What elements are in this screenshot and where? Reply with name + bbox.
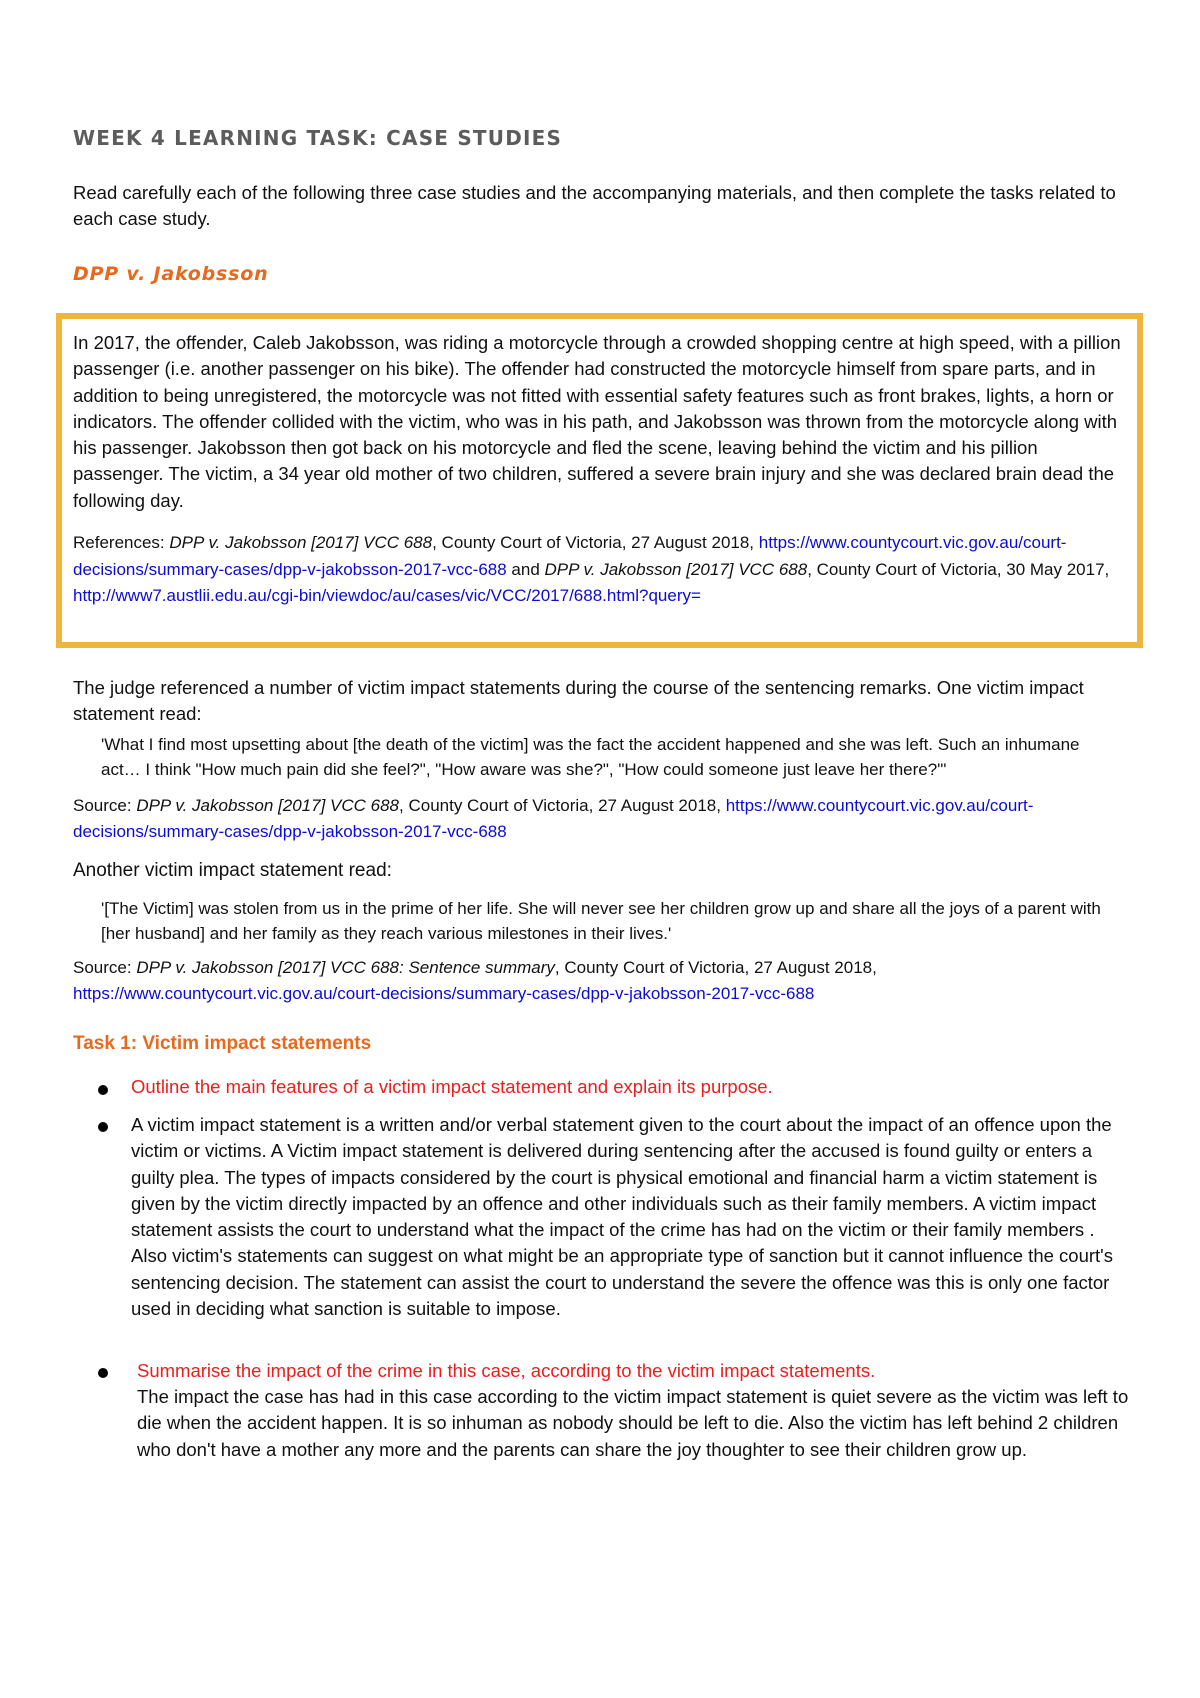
ref-link-countycourt[interactable]: https://www.countycourt.vic.gov.au/court-decisions/summary-cases/dpp-v-jakobsson-2017-vcc-688 xyxy=(73,533,1067,579)
source-court-date: , County Court of Victoria, 27 August 2018, xyxy=(554,958,877,977)
victim-quote-1: 'What I find most upsetting about [the death of the victim] was the fact the accident happened and she was left. Such an inhumane act… I think "How much pain did she feel?", "How aware was she?", "How could someone just leave her there?"' xyxy=(101,735,1080,779)
task-question-2: Summarise the impact of the crime in this case, according to the victim impact statements. xyxy=(137,1360,876,1381)
bullet-icon xyxy=(98,1122,108,1132)
source-prefix: Source: xyxy=(73,958,137,977)
sentencing-paragraph: The judge referenced a number of victim impact statements during the course of the sentencing remarks. One victim impact statement read: xyxy=(73,677,1084,724)
ref-and: and xyxy=(506,559,545,579)
source-citation-2 xyxy=(73,955,1128,1007)
case-title: DPP v. Jakobsson xyxy=(73,263,269,285)
source-case-name: DPP v. Jakobsson [2017] VCC 688 xyxy=(136,796,400,815)
task-question-1: Outline the main features of a victim impact statement and explain its purpose. xyxy=(131,1076,773,1097)
ref-case-name: DPP v. Jakobsson [2017] VCC 688 xyxy=(169,533,433,552)
case-references xyxy=(73,530,1128,610)
ref-court-date: , County Court of Victoria, 27 August 2018, xyxy=(432,533,759,552)
task-answer-1: A victim impact statement is a written and/or verbal statement given to the court about the impact of an offence upon the victim or victims. A Victim impact statement is delivered during sentencing after the accused is found guilty or enters a guilty plea. The types of impacts considered by the court is physical emotional and financial harm a victim statement is given by the victim directly impacted by an offence and other individuals such as their family members. A victim impact statement assists the court to understand what the impact of the crime has had on the victim or their family members . Also victim's statements can suggest on what might be an appropriate type of sanction but it cannot influence the court's sentencing decision. The statement can assist the court to understand the severe the offence was this is only one factor used in deciding what sanction is suitable to impose. xyxy=(131,1114,1113,1320)
source-link-1[interactable]: https://www.countycourt.vic.gov.au/court-decisions/summary-cases/dpp-v-jakobsson-2017-vcc-688 xyxy=(73,796,1034,841)
source-link-2[interactable]: https://www.countycourt.vic.gov.au/court-decisions/summary-cases/dpp-v-jakobsson-2017-vcc-688 xyxy=(73,984,815,1003)
bullet-icon xyxy=(98,1368,108,1378)
bullet-icon xyxy=(98,1085,108,1095)
ref-court-date-2: , County Court of Victoria, 30 May 2017, xyxy=(807,559,1110,579)
source-case-name: DPP v. Jakobsson [2017] VCC 688: Sentence summary xyxy=(136,958,555,977)
ref-link-austlii[interactable]: http://www7.austlii.edu.au/cgi-bin/viewdoc/au/cases/vic/VCC/2017/688.html?query= xyxy=(73,586,701,605)
another-statement-paragraph: Another victim impact statement read: xyxy=(73,860,392,881)
source-court-date: , County Court of Victoria, 27 August 2018, xyxy=(399,796,726,815)
task-1-title: Task 1: Victim impact statements xyxy=(73,1033,372,1054)
ref-case-name-2: DPP v. Jakobsson [2017] VCC 688 xyxy=(544,559,808,579)
page-title: WEEK 4 LEARNING TASK: CASE STUDIES xyxy=(73,126,563,150)
source-prefix: Source: xyxy=(73,796,137,815)
task-answer-2: The impact the case has had in this case according to the victim impact statement is quiet severe as the victim was left to die when the accident happen. It is so inhuman as nobody should be left to die. Also the victim has left behind 2 children who don't have a mother any more and the parents can share the joy thoughter to see their children grow up. xyxy=(137,1386,1129,1460)
ref-prefix: References: xyxy=(73,533,170,552)
victim-quote-2: '[The Victim] was stolen from us in the prime of her life. She will never see her children grow up and share all the joys of a parent with [her husband] and her family as they reach various milestones in their lives.' xyxy=(101,899,1101,943)
case-summary-text: In 2017, the offender, Caleb Jakobsson, was riding a motorcycle through a crowded shopping centre at high speed, with a pillion passenger (i.e. another passenger on his bike). The offender had constructed the motorcycle himself from spare parts, and in addition to being unregistered, the motorcycle was not fitted with essential safety features such as front brakes, lights, a horn or indicators. The offender collided with the victim, who was in his path, and Jakobsson was thrown from the motorcycle along with his passenger. Jakobsson then got back on his motorcycle and fled the scene, leaving behind the victim and his pillion passenger. The victim, a 34 year old mother of two children, suffered a severe brain injury and she was declared brain dead the following day. xyxy=(73,332,1121,511)
intro-paragraph: Read carefully each of the following three case studies and the accompanying materials, and then complete the tasks related to each case study. xyxy=(73,182,1116,229)
source-citation-1 xyxy=(73,793,1128,845)
